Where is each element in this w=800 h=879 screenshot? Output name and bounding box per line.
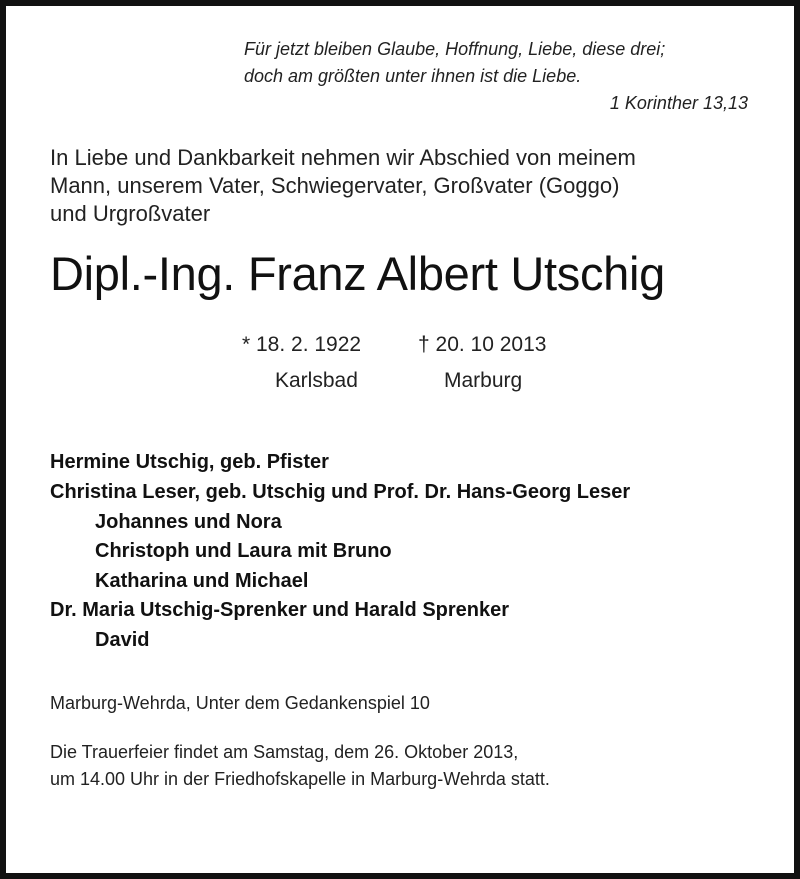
death-date: † 20. 10 2013 (418, 333, 547, 356)
family-member-4: Christoph und Laura mit Bruno (95, 540, 392, 562)
family-member-1: Hermine Utschig, geb. Pfister (50, 451, 329, 473)
intro-line-1: In Liebe und Dankbarkeit nehmen wir Abschied von meinem (50, 145, 636, 170)
family-member-5: Katharina und Michael (95, 570, 309, 592)
family-member-2: Christina Leser, geb. Utschig und Prof. Dr. Hans-Georg Leser (50, 481, 631, 503)
birth-date: * 18. 2. 1922 (242, 333, 362, 356)
funeral-info-line-1: Die Trauerfeier findet am Samstag, dem 26. Oktober 2013, (50, 742, 519, 762)
bible-quote-source: 1 Korinther 13,13 (609, 93, 748, 113)
family-member-3: Johannes und Nora (95, 511, 282, 533)
intro-line-2: Mann, unserem Vater, Schwiegervater, Großvater (Goggo) (50, 173, 620, 198)
bible-quote-line-1: Für jetzt bleiben Glaube, Hoffnung, Liebe, diese drei; (244, 39, 666, 59)
funeral-info-line-2: um 14.00 Uhr in der Friedhofskapelle in Marburg-Wehrda statt. (50, 769, 550, 789)
bible-quote-line-2: doch am größten unter ihnen ist die Liebe. (244, 66, 582, 86)
intro-line-3: und Urgroßvater (50, 201, 211, 226)
birth-place: Karlsbad (275, 369, 358, 392)
deceased-name: Dipl.-Ing. Franz Albert Utschig (50, 247, 665, 300)
address: Marburg-Wehrda, Unter dem Gedankenspiel 10 (50, 693, 430, 713)
family-member-6: Dr. Maria Utschig-Sprenker und Harald Sprenker (50, 599, 510, 621)
family-member-7: David (95, 629, 150, 651)
death-place: Marburg (444, 369, 523, 392)
